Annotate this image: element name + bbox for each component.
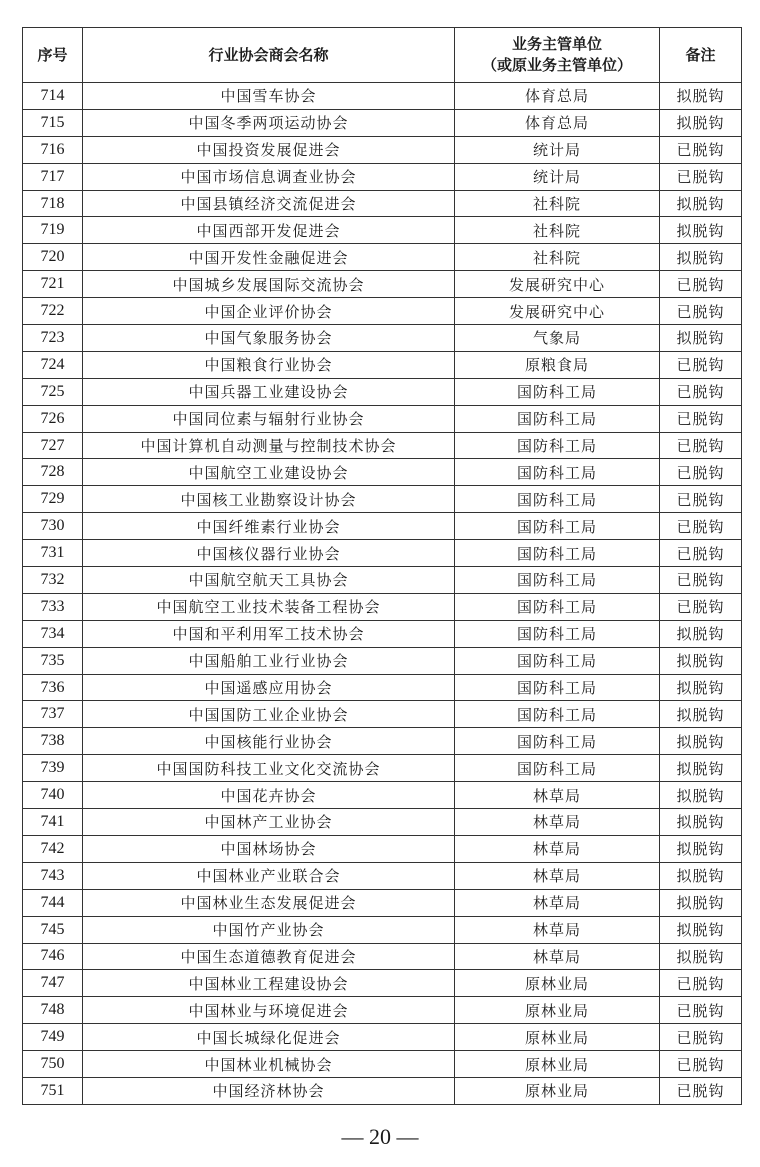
row-index-cell: 746 [23, 943, 83, 970]
row-name-cell: 中国市场信息调查业协会 [83, 163, 455, 190]
row-dept-cell: 社科院 [455, 217, 660, 244]
row-dept-cell: 原林业局 [455, 970, 660, 997]
page-number: — 20 — [341, 1124, 419, 1149]
row-dept-cell: 统计局 [455, 136, 660, 163]
row-dept-cell: 原林业局 [455, 1077, 660, 1104]
row-index-cell: 714 [23, 83, 83, 110]
table-row [23, 889, 742, 916]
row-dept-cell: 林草局 [455, 889, 660, 916]
row-note-cell: 已脱钩 [660, 271, 742, 298]
table-row [23, 244, 742, 271]
association-table-container [22, 27, 741, 1105]
table-row [23, 620, 742, 647]
table-row [23, 298, 742, 325]
table-row [23, 835, 742, 862]
header-row [23, 28, 742, 83]
row-name-cell: 中国冬季两项运动协会 [83, 109, 455, 136]
row-dept-cell: 发展研究中心 [455, 271, 660, 298]
row-name-cell: 中国核能行业协会 [83, 728, 455, 755]
row-name-cell: 中国城乡发展国际交流协会 [83, 271, 455, 298]
row-index-cell: 718 [23, 190, 83, 217]
row-index-cell: 720 [23, 244, 83, 271]
row-dept-cell: 统计局 [455, 163, 660, 190]
row-name-cell: 中国国防科技工业文化交流协会 [83, 755, 455, 782]
row-dept-cell: 原粮食局 [455, 351, 660, 378]
row-note-cell: 拟脱钩 [660, 755, 742, 782]
row-index-cell: 732 [23, 567, 83, 594]
header-dept-line2: （或原业务主管单位） [481, 56, 632, 74]
row-index-cell: 742 [23, 835, 83, 862]
row-dept-cell: 社科院 [455, 244, 660, 271]
table-row [23, 351, 742, 378]
table-row [23, 217, 742, 244]
row-dept-cell: 原林业局 [455, 997, 660, 1024]
table-row [23, 755, 742, 782]
row-note-cell: 已脱钩 [660, 163, 742, 190]
row-index-cell: 715 [23, 109, 83, 136]
row-name-cell: 中国林业工程建设协会 [83, 970, 455, 997]
row-index-cell: 741 [23, 809, 83, 836]
row-name-cell: 中国林业与环境促进会 [83, 997, 455, 1024]
row-index-cell: 739 [23, 755, 83, 782]
row-name-cell: 中国遥感应用协会 [83, 674, 455, 701]
table-row [23, 1051, 742, 1078]
row-name-cell: 中国林业产业联合会 [83, 862, 455, 889]
table-row [23, 1024, 742, 1051]
row-index-cell: 723 [23, 325, 83, 352]
table-row [23, 916, 742, 943]
table-row [23, 136, 742, 163]
row-dept-cell: 体育总局 [455, 109, 660, 136]
row-name-cell: 中国兵器工业建设协会 [83, 378, 455, 405]
row-dept-cell: 林草局 [455, 862, 660, 889]
row-dept-cell: 发展研究中心 [455, 298, 660, 325]
table-row [23, 163, 742, 190]
row-index-cell: 727 [23, 432, 83, 459]
row-dept-cell: 林草局 [455, 916, 660, 943]
row-index-cell: 735 [23, 647, 83, 674]
row-index-cell: 721 [23, 271, 83, 298]
row-index-cell: 725 [23, 378, 83, 405]
row-dept-cell: 国防科工局 [455, 378, 660, 405]
row-note-cell: 拟脱钩 [660, 217, 742, 244]
row-dept-cell: 国防科工局 [455, 405, 660, 432]
row-index-cell: 716 [23, 136, 83, 163]
table-row [23, 997, 742, 1024]
row-dept-cell: 林草局 [455, 943, 660, 970]
row-dept-cell: 林草局 [455, 809, 660, 836]
table-row [23, 378, 742, 405]
table-row [23, 728, 742, 755]
row-note-cell: 拟脱钩 [660, 109, 742, 136]
table-row [23, 190, 742, 217]
row-index-cell: 726 [23, 405, 83, 432]
row-index-cell: 730 [23, 513, 83, 540]
row-dept-cell: 国防科工局 [455, 728, 660, 755]
row-note-cell: 拟脱钩 [660, 728, 742, 755]
row-dept-cell: 国防科工局 [455, 647, 660, 674]
row-note-cell: 拟脱钩 [660, 889, 742, 916]
row-name-cell: 中国林业机械协会 [83, 1051, 455, 1078]
row-dept-cell: 体育总局 [455, 83, 660, 110]
row-index-cell: 734 [23, 620, 83, 647]
row-note-cell: 已脱钩 [660, 298, 742, 325]
row-note-cell: 已脱钩 [660, 378, 742, 405]
table-row [23, 943, 742, 970]
table-row [23, 432, 742, 459]
row-note-cell: 拟脱钩 [660, 943, 742, 970]
row-dept-cell: 国防科工局 [455, 513, 660, 540]
table-row [23, 459, 742, 486]
table-row [23, 271, 742, 298]
table-row [23, 593, 742, 620]
row-note-cell: 拟脱钩 [660, 620, 742, 647]
row-note-cell: 拟脱钩 [660, 782, 742, 809]
row-note-cell: 已脱钩 [660, 405, 742, 432]
row-index-cell: 733 [23, 593, 83, 620]
row-index-cell: 737 [23, 701, 83, 728]
row-name-cell: 中国林业生态发展促进会 [83, 889, 455, 916]
row-note-cell: 拟脱钩 [660, 862, 742, 889]
row-name-cell: 中国企业评价协会 [83, 298, 455, 325]
row-index-cell: 736 [23, 674, 83, 701]
row-index-cell: 747 [23, 970, 83, 997]
row-name-cell: 中国计算机自动测量与控制技术协会 [83, 432, 455, 459]
row-name-cell: 中国生态道德教育促进会 [83, 943, 455, 970]
row-name-cell: 中国西部开发促进会 [83, 217, 455, 244]
header-dept [455, 28, 660, 83]
row-name-cell: 中国纤维素行业协会 [83, 513, 455, 540]
row-note-cell: 拟脱钩 [660, 674, 742, 701]
row-note-cell: 已脱钩 [660, 593, 742, 620]
table-row [23, 567, 742, 594]
row-name-cell: 中国船舶工业行业协会 [83, 647, 455, 674]
row-dept-cell: 国防科工局 [455, 755, 660, 782]
table-row [23, 809, 742, 836]
table-row [23, 486, 742, 513]
row-name-cell: 中国国防工业企业协会 [83, 701, 455, 728]
table-row [23, 1077, 742, 1104]
row-note-cell: 已脱钩 [660, 432, 742, 459]
row-note-cell: 拟脱钩 [660, 325, 742, 352]
header-note: 备注 [660, 28, 742, 83]
row-dept-cell: 国防科工局 [455, 486, 660, 513]
row-index-cell: 717 [23, 163, 83, 190]
row-name-cell: 中国经济林协会 [83, 1077, 455, 1104]
row-note-cell: 已脱钩 [660, 970, 742, 997]
row-index-cell: 724 [23, 351, 83, 378]
row-note-cell: 已脱钩 [660, 459, 742, 486]
row-dept-cell: 林草局 [455, 782, 660, 809]
row-note-cell: 已脱钩 [660, 997, 742, 1024]
row-note-cell: 已脱钩 [660, 486, 742, 513]
row-dept-cell: 气象局 [455, 325, 660, 352]
row-dept-cell: 国防科工局 [455, 674, 660, 701]
row-note-cell: 已脱钩 [660, 1077, 742, 1104]
row-note-cell: 拟脱钩 [660, 244, 742, 271]
row-note-cell: 拟脱钩 [660, 916, 742, 943]
row-note-cell: 拟脱钩 [660, 83, 742, 110]
table-row [23, 83, 742, 110]
row-name-cell: 中国航空工业建设协会 [83, 459, 455, 486]
row-name-cell: 中国核工业勘察设计协会 [83, 486, 455, 513]
row-name-cell: 中国雪车协会 [83, 83, 455, 110]
table-row [23, 674, 742, 701]
table-row [23, 862, 742, 889]
row-index-cell: 751 [23, 1077, 83, 1104]
row-name-cell: 中国长城绿化促进会 [83, 1024, 455, 1051]
row-index-cell: 749 [23, 1024, 83, 1051]
row-dept-cell: 国防科工局 [455, 620, 660, 647]
table-row [23, 325, 742, 352]
row-name-cell: 中国花卉协会 [83, 782, 455, 809]
table-row [23, 405, 742, 432]
row-index-cell: 740 [23, 782, 83, 809]
table-row [23, 647, 742, 674]
row-name-cell: 中国气象服务协会 [83, 325, 455, 352]
row-index-cell: 719 [23, 217, 83, 244]
row-name-cell: 中国和平利用军工技术协会 [83, 620, 455, 647]
row-index-cell: 743 [23, 862, 83, 889]
table-row [23, 701, 742, 728]
row-index-cell: 748 [23, 997, 83, 1024]
row-note-cell: 已脱钩 [660, 567, 742, 594]
row-index-cell: 738 [23, 728, 83, 755]
row-index-cell: 722 [23, 298, 83, 325]
row-note-cell: 拟脱钩 [660, 647, 742, 674]
row-dept-cell: 国防科工局 [455, 540, 660, 567]
row-note-cell: 已脱钩 [660, 513, 742, 540]
row-index-cell: 731 [23, 540, 83, 567]
row-name-cell: 中国航空航天工具协会 [83, 567, 455, 594]
row-dept-cell: 原林业局 [455, 1051, 660, 1078]
row-index-cell: 745 [23, 916, 83, 943]
row-name-cell: 中国林场协会 [83, 835, 455, 862]
row-note-cell: 拟脱钩 [660, 809, 742, 836]
row-index-cell: 729 [23, 486, 83, 513]
row-name-cell: 中国同位素与辐射行业协会 [83, 405, 455, 432]
header-name: 行业协会商会名称 [83, 28, 455, 83]
header-dept-line1: 业务主管单位 [511, 35, 602, 53]
row-note-cell: 拟脱钩 [660, 701, 742, 728]
row-dept-cell: 林草局 [455, 835, 660, 862]
row-index-cell: 750 [23, 1051, 83, 1078]
row-note-cell: 已脱钩 [660, 136, 742, 163]
row-note-cell: 已脱钩 [660, 540, 742, 567]
row-note-cell: 已脱钩 [660, 1051, 742, 1078]
table-row [23, 540, 742, 567]
row-dept-cell: 国防科工局 [455, 701, 660, 728]
row-name-cell: 中国核仪器行业协会 [83, 540, 455, 567]
row-name-cell: 中国投资发展促进会 [83, 136, 455, 163]
row-dept-cell: 国防科工局 [455, 567, 660, 594]
row-name-cell: 中国竹产业协会 [83, 916, 455, 943]
row-note-cell: 已脱钩 [660, 1024, 742, 1051]
row-name-cell: 中国县镇经济交流促进会 [83, 190, 455, 217]
row-dept-cell: 社科院 [455, 190, 660, 217]
row-note-cell: 已脱钩 [660, 351, 742, 378]
header-index: 序号 [23, 28, 83, 83]
association-table [22, 27, 742, 1105]
row-name-cell: 中国航空工业技术装备工程协会 [83, 593, 455, 620]
row-dept-cell: 国防科工局 [455, 432, 660, 459]
table-header [23, 28, 742, 83]
row-note-cell: 拟脱钩 [660, 190, 742, 217]
table-row [23, 782, 742, 809]
table-body [23, 83, 742, 1105]
row-index-cell: 728 [23, 459, 83, 486]
row-name-cell: 中国粮食行业协会 [83, 351, 455, 378]
row-dept-cell: 国防科工局 [455, 593, 660, 620]
row-name-cell: 中国开发性金融促进会 [83, 244, 455, 271]
row-name-cell: 中国林产工业协会 [83, 809, 455, 836]
table-row [23, 109, 742, 136]
table-row [23, 970, 742, 997]
row-dept-cell: 原林业局 [455, 1024, 660, 1051]
row-note-cell: 拟脱钩 [660, 835, 742, 862]
row-dept-cell: 国防科工局 [455, 459, 660, 486]
row-index-cell: 744 [23, 889, 83, 916]
table-row [23, 513, 742, 540]
